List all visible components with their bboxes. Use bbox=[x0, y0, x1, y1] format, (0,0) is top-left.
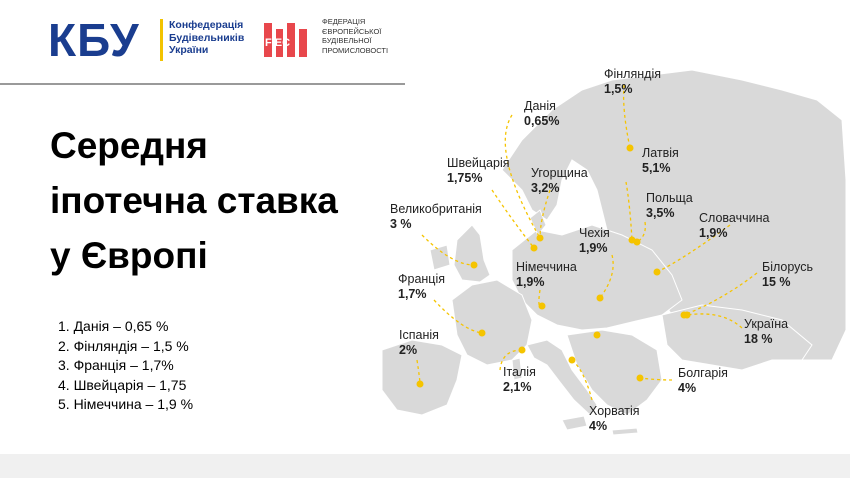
country-rate: 18 % bbox=[744, 332, 773, 346]
country-name: Польща bbox=[646, 191, 693, 205]
country-label-poland bbox=[646, 191, 693, 221]
fiec-org-line: ЄВРОПЕЙСЬКОЇ bbox=[322, 26, 382, 36]
country-label-ukraine bbox=[744, 317, 788, 347]
country-rate: 3,2% bbox=[531, 181, 560, 195]
europe-landmass bbox=[382, 70, 846, 435]
country-label-germany bbox=[516, 260, 577, 290]
country-rate: 1,9% bbox=[516, 275, 545, 289]
country-rate: 15 % bbox=[762, 275, 791, 289]
country-label-uk bbox=[390, 202, 482, 232]
ranking-item: 3. Франція – 1,7% bbox=[58, 357, 174, 373]
country-dot-croatia bbox=[569, 357, 576, 364]
country-label-spain bbox=[399, 328, 439, 358]
kbu-org-line: Конфедерація bbox=[169, 19, 244, 31]
country-name: Німеччина bbox=[516, 260, 577, 274]
country-dot-finland bbox=[627, 145, 634, 152]
country-dot-switzerland bbox=[531, 245, 538, 252]
country-label-france bbox=[398, 272, 445, 302]
country-label-denmark bbox=[524, 99, 559, 129]
country-dot-czechia bbox=[597, 295, 604, 302]
kbu-logo-divider bbox=[160, 19, 163, 61]
fiec-org-name bbox=[322, 17, 388, 55]
country-label-finland bbox=[604, 67, 661, 97]
country-rate: 1,9% bbox=[579, 241, 608, 255]
fiec-logo-letter: FIEC bbox=[265, 37, 291, 49]
kbu-org-name bbox=[169, 19, 244, 57]
country-rate: 0,65% bbox=[524, 114, 560, 128]
country-name: Білорусь bbox=[762, 260, 814, 274]
country-name: Фінляндія bbox=[604, 67, 661, 81]
fiec-org-line: БУДІВЕЛЬНОЇ bbox=[322, 36, 372, 45]
country-dot-germany bbox=[539, 303, 546, 310]
ranking-item: 1. Данія – 0,65 % bbox=[58, 318, 169, 334]
country-name: Україна bbox=[744, 317, 789, 331]
country-label-bulgaria bbox=[678, 366, 728, 396]
country-rate: 1,5% bbox=[604, 82, 633, 96]
country-rate: 3,5% bbox=[646, 206, 675, 220]
kbu-org-line: України bbox=[169, 44, 209, 56]
country-rate: 2,1% bbox=[503, 380, 532, 394]
country-dot-italy bbox=[519, 347, 526, 354]
country-rate: 4% bbox=[589, 419, 608, 433]
ranking-item: 2. Фінляндія – 1,5 % bbox=[58, 337, 189, 354]
country-rate: 1,7% bbox=[398, 287, 427, 301]
country-dot-ukraine bbox=[684, 312, 691, 319]
country-label-switzerland bbox=[447, 156, 510, 186]
country-rate: 1,9% bbox=[699, 226, 728, 240]
page-title: Середня іпотечна ставка у Європі bbox=[50, 125, 338, 276]
kbu-logo: КБУ bbox=[48, 14, 140, 66]
country-rate: 1,75% bbox=[447, 171, 483, 185]
country-dot-spain bbox=[417, 381, 424, 388]
country-label-italy bbox=[503, 365, 536, 395]
country-name: Болгарія bbox=[678, 366, 728, 380]
country-name: Данія bbox=[524, 99, 556, 113]
country-name: Італія bbox=[503, 365, 536, 379]
footer-band bbox=[0, 454, 850, 478]
country-label-hungary bbox=[531, 166, 588, 196]
country-rate: 5,1% bbox=[642, 161, 671, 175]
country-dot-hungary bbox=[594, 332, 601, 339]
country-label-czechia bbox=[579, 226, 610, 256]
country-name: Великобританія bbox=[390, 202, 482, 216]
country-dot-denmark bbox=[537, 235, 544, 242]
country-label-latvia bbox=[642, 146, 679, 176]
country-label-croatia bbox=[589, 404, 640, 434]
header-divider bbox=[0, 83, 405, 85]
country-dot-poland bbox=[634, 239, 641, 246]
country-name: Словаччина bbox=[699, 211, 770, 225]
country-name: Швейцарія bbox=[447, 156, 510, 170]
country-dot-slovakia bbox=[654, 269, 661, 276]
europe-map bbox=[362, 60, 850, 452]
country-name: Угорщина bbox=[531, 166, 588, 180]
kbu-org-line: Будівельників bbox=[169, 31, 245, 44]
country-label-slovakia bbox=[699, 211, 769, 241]
ranking-list bbox=[58, 317, 193, 415]
ranking-item: 4. Швейцарія – 1,75 bbox=[58, 376, 187, 393]
fiec-logo bbox=[262, 19, 310, 61]
country-dot-bulgaria bbox=[637, 375, 644, 382]
country-dot-uk bbox=[471, 262, 478, 269]
ranking-item: 5. Німеччина – 1,9 % bbox=[58, 396, 194, 412]
country-rate: 2% bbox=[399, 343, 418, 357]
country-name: Іспанія bbox=[399, 328, 439, 342]
fiec-org-line: ФЕДЕРАЦІЯ bbox=[322, 17, 366, 26]
country-dot-france bbox=[479, 330, 486, 337]
country-rate: 4% bbox=[678, 381, 697, 395]
country-label-belarus bbox=[762, 260, 813, 290]
country-name: Хорватія bbox=[589, 404, 640, 418]
country-name: Франція bbox=[398, 272, 446, 286]
country-rate: 3 % bbox=[390, 217, 412, 231]
fiec-org-line: ПРОМИСЛОВОСТІ bbox=[322, 45, 389, 55]
country-name: Чехія bbox=[579, 226, 610, 240]
country-name: Латвія bbox=[642, 146, 679, 160]
